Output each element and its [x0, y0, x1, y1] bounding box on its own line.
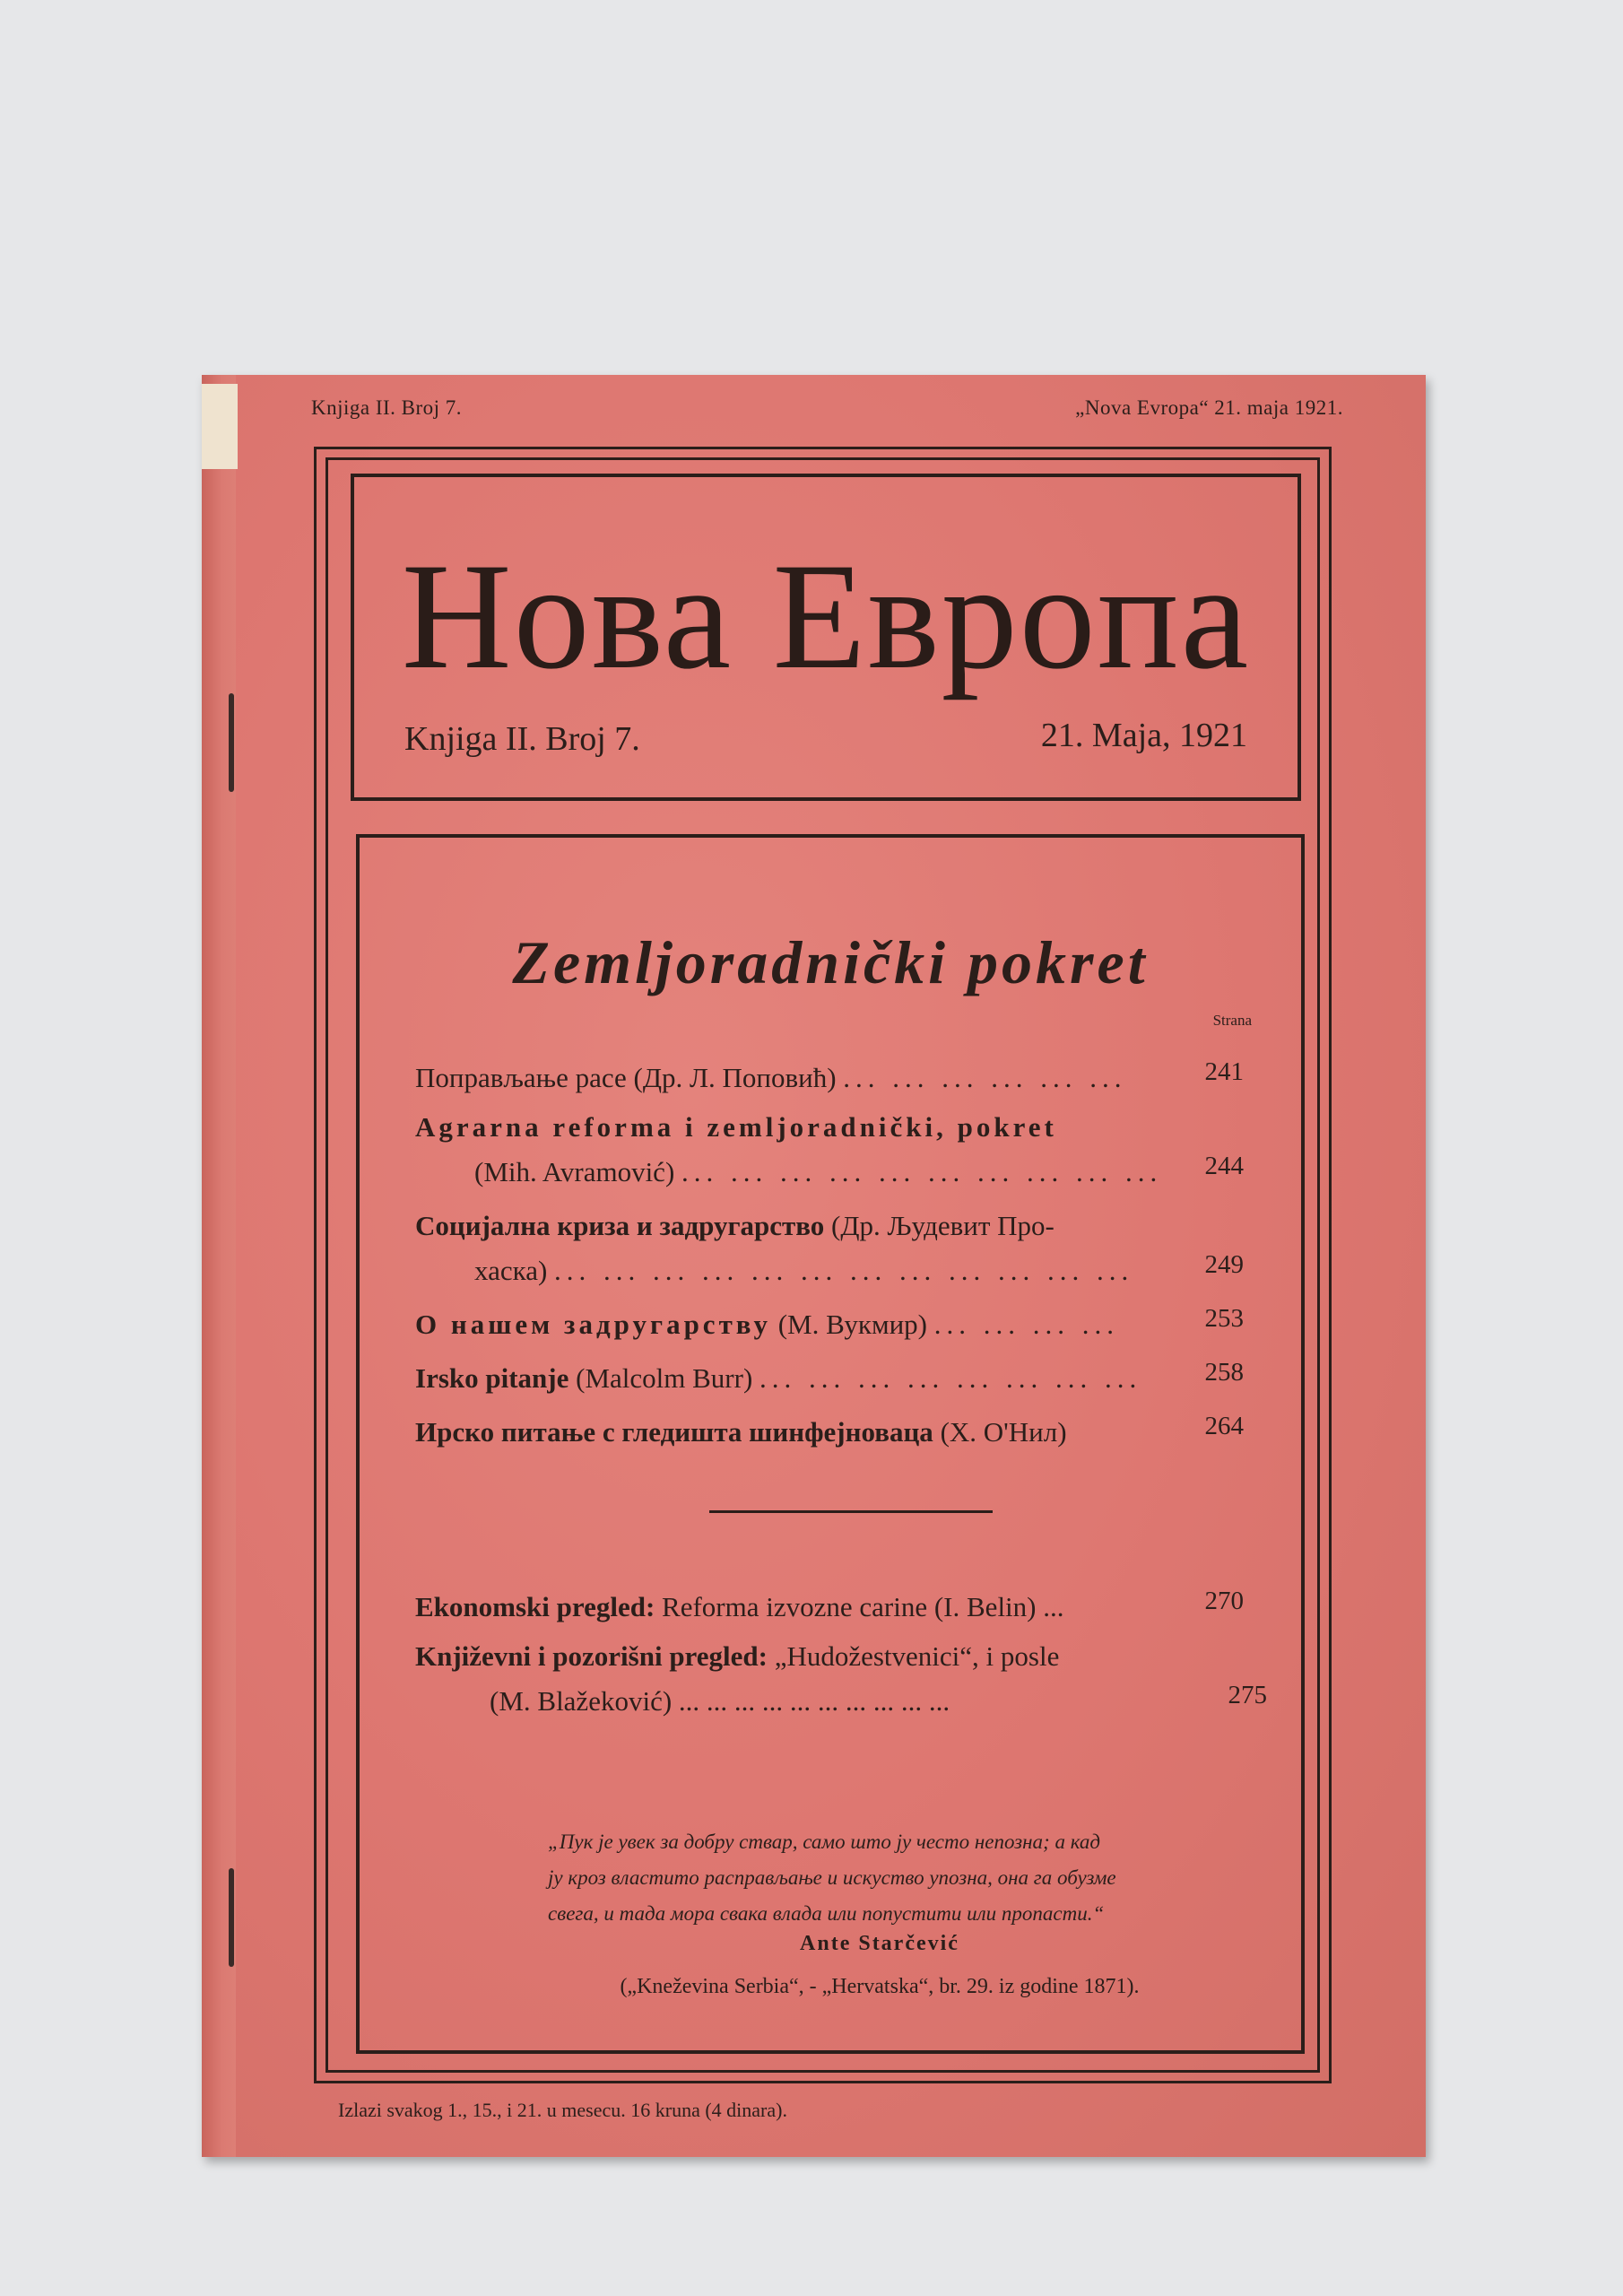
masthead-date: 21. Maja, 1921 — [1040, 717, 1247, 754]
section-divider — [709, 1510, 993, 1513]
review-page-number: 275 — [1228, 1681, 1267, 1709]
review-item — [415, 1591, 1064, 1623]
toc-item-title: О нашем задругарству — [415, 1309, 771, 1340]
running-header-left: Knjiga II. Broj 7. — [311, 396, 463, 419]
toc-leaders: ... ... ... ... ... ... ... ... ... ... ... ... — [554, 1255, 1134, 1286]
toc-item-title: Irsko pitanje — [415, 1362, 569, 1394]
toc-item-continuation — [474, 1255, 1133, 1287]
toc-page-number: 253 — [1204, 1304, 1244, 1333]
running-header-right: „Nova Evropa“ 21. maja 1921. — [1075, 396, 1343, 419]
publication-footer: Izlazi svakog 1., 15., i 21. u mesecu. 16 kruna (4 dinara). — [338, 2099, 787, 2121]
quote-line: свега, и тада мора свака влада или попустити или пропасти.“ — [548, 1902, 1105, 1925]
staple-top — [229, 693, 234, 792]
magazine-cover — [202, 375, 1426, 2157]
toc-leaders: ... ... ... ... ... ... ... ... — [759, 1362, 1142, 1394]
review-item-continuation — [490, 1685, 950, 1718]
contents-box — [356, 834, 1305, 2054]
review-item — [415, 1640, 1059, 1673]
masthead-issue: Knjiga II. Broj 7. — [404, 720, 640, 758]
toc-page-number: 241 — [1204, 1057, 1244, 1086]
review-text-cont: (M. Blažeković) ... ... ... ... ... ... ... ... ... ... — [490, 1685, 950, 1717]
staple-bottom — [229, 1868, 234, 1967]
toc-item-title: Поправљање расе — [415, 1062, 627, 1093]
toc-item — [415, 1111, 1057, 1144]
quote-line: „Пук је увек за добру ствар, само што ју често непозна; а кад — [548, 1831, 1101, 1853]
toc-item-author: (М. Вукмир) — [777, 1309, 927, 1340]
review-text: Reforma izvozne carine (I. Belin) ... — [662, 1591, 1064, 1622]
toc-page-number: 244 — [1204, 1152, 1244, 1180]
toc-item-author: (Malcolm Burr) — [576, 1362, 753, 1394]
epigraph-quote — [548, 1824, 1256, 1932]
page-column-label: Strana — [1212, 1012, 1252, 1029]
masthead — [351, 474, 1301, 801]
review-title: Ekonomski pregled: — [415, 1591, 655, 1622]
review-page-number: 270 — [1204, 1587, 1244, 1615]
toc-leaders: ... ... ... ... — [933, 1309, 1119, 1340]
toc-item-title: Ирско питање с гледишта шинфејноваца — [415, 1416, 933, 1448]
toc-item — [415, 1210, 1055, 1242]
review-text: „Hudožestvenici“, i posle — [774, 1640, 1060, 1672]
toc-leaders: ... ... ... ... ... ... — [843, 1062, 1127, 1093]
toc-item-author: (Др. Људевит Про- — [831, 1210, 1055, 1241]
review-title: Književni i pozorišni pregled: — [415, 1640, 768, 1672]
toc-page-number: 264 — [1204, 1412, 1244, 1440]
toc-item — [415, 1416, 1067, 1448]
quote-author: Ante Starčević — [800, 1932, 959, 1955]
toc-item-title: Социјална криза и задругарство — [415, 1210, 825, 1241]
toc-item-continuation — [474, 1156, 1162, 1188]
toc-leaders: ... ... ... ... ... ... ... ... ... ... — [681, 1156, 1163, 1187]
toc-item-author: (Др. Л. Поповић) — [633, 1062, 837, 1093]
section-title: Zemljoradnički pokret — [512, 928, 1149, 996]
masthead-title: Нова Европа — [401, 532, 1251, 700]
toc-item-author-cont: хаска) — [474, 1255, 548, 1286]
quote-source: („Kneževina Serbia“, - „Hervatska“, br. 29. iz godine 1871). — [620, 1975, 1140, 1998]
toc-item-title: Agrarna reforma i zemljoradnički, pokret — [415, 1111, 1057, 1143]
toc-item — [415, 1309, 1119, 1341]
toc-item-author: (Х. О'Нил) — [940, 1416, 1067, 1448]
quote-line: ју кроз властито расправљање и искуство упозна, она га обузме — [548, 1866, 1116, 1889]
toc-item — [415, 1062, 1127, 1094]
toc-item — [415, 1362, 1141, 1395]
toc-item-author: (Mih. Avramović) — [474, 1156, 675, 1187]
toc-page-number: 249 — [1204, 1250, 1244, 1279]
torn-spine-paper — [202, 384, 238, 469]
toc-page-number: 258 — [1204, 1358, 1244, 1387]
